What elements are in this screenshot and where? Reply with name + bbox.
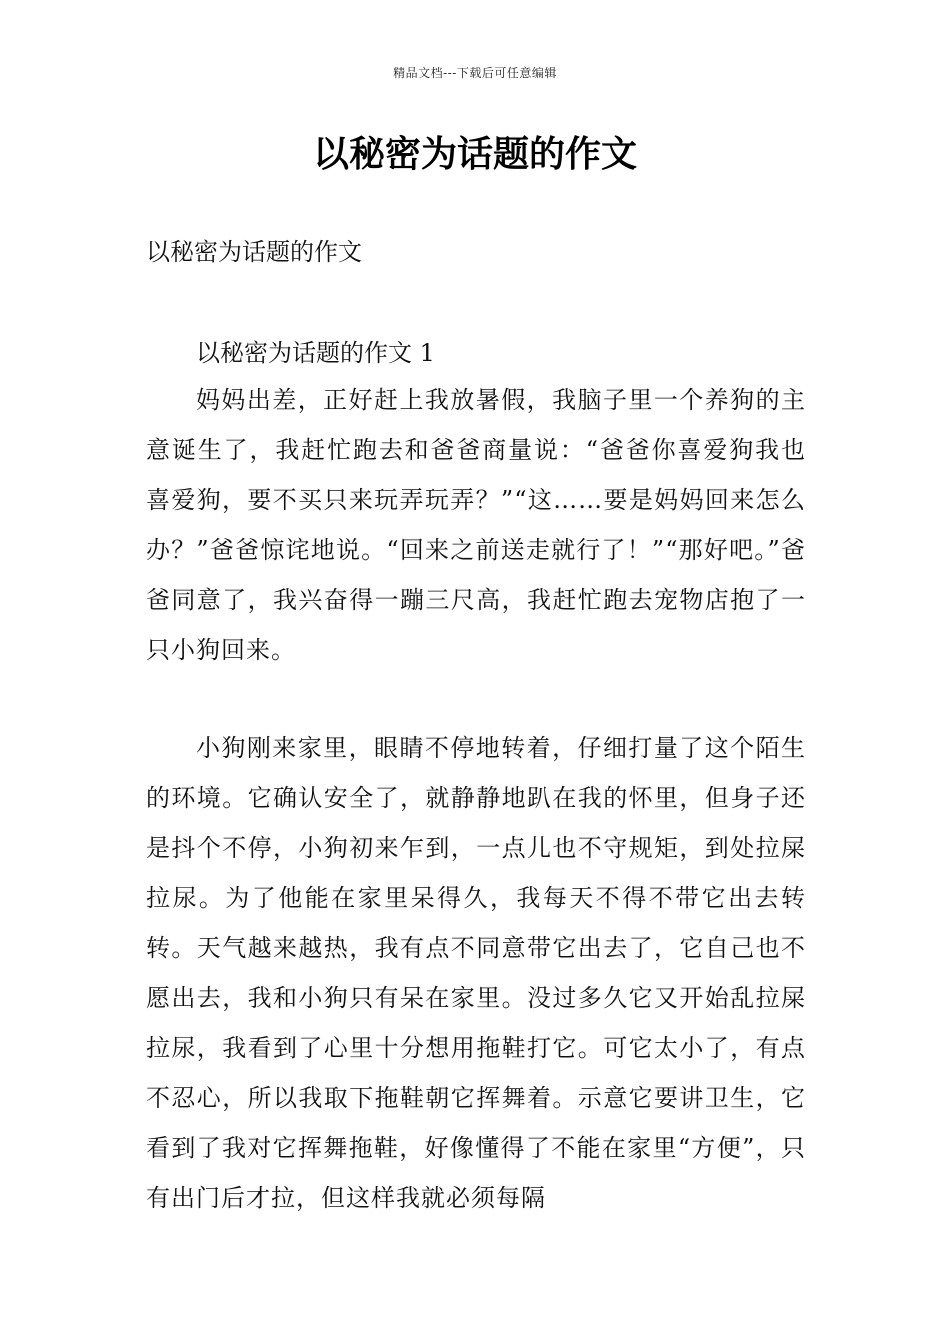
body-paragraph-2: 小狗刚来家里，眼睛不停地转着，仔细打量了这个陌生的环境。它确认安全了，就静静地趴在我的怀里，但身子还是抖个不停，小狗初来乍到，一点儿也不守规矩，到处拉屎拉尿。为了他能在家里呆得久，我每天不得不带它出去转转。天气越来越热，我有点不同意带它出去了，它自己也不愿出去，我和小狗只有呆在家里。没过多久它又开始乱拉屎拉尿，我看到了心里十分想用拖鞋打它。可它太小了，有点不忍心，所以我取下拖鞋朝它挥舞着。示意它要讲卫生，它看到了我对它挥舞拖鞋，好像懂得了不能在家里“方便”，只有出门后才拉，但这样我就必须每隔 <box>146 734 806 1212</box>
document-title: 以秘密为话题的作文 <box>312 133 637 175</box>
body-paragraph-1: 妈妈出差，正好赶上我放暑假，我脑子里一个养狗的主意诞生了，我赶忙跑去和爸爸商量说：“爸爸你喜爱狗我也喜爱狗，要不买只来玩弄玩弄？”“这……要是妈妈回来怎么办？”爸爸惊诧地说。“回来之前送走就行了！”“那好吧。”爸爸同意了，我兴奋得一蹦三尺高，我赶忙跑去宠物店抱了一只小狗回来。 <box>146 386 806 664</box>
document-subtitle: 以秘密为话题的作文 <box>146 238 362 266</box>
section-heading: 以秘密为话题的作文 1 <box>196 339 435 367</box>
header-note: 精品文档---下载后可任意编辑 <box>393 66 557 80</box>
